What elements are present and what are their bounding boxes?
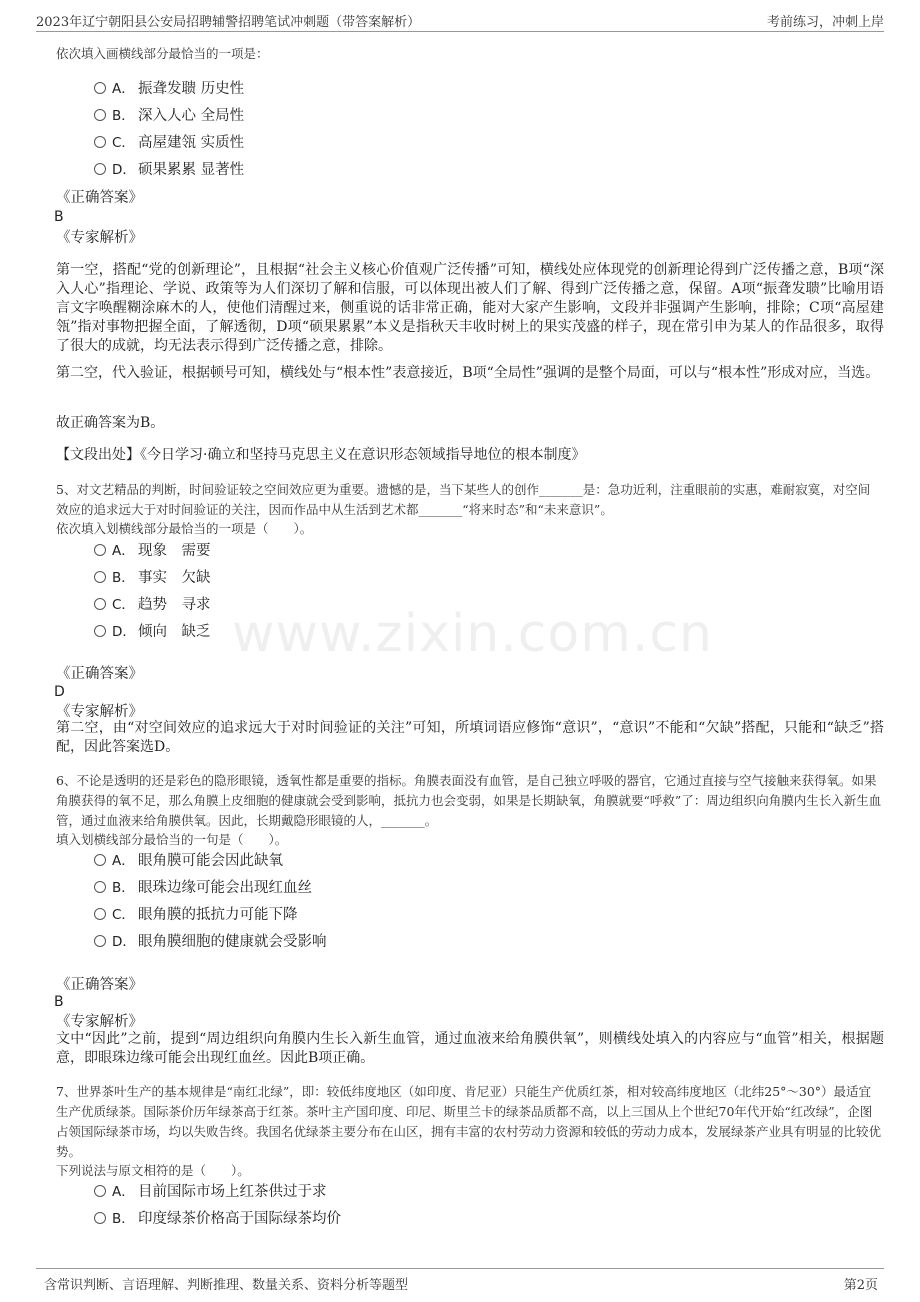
q5-option-d[interactable]: D． 倾向 缺乏	[94, 621, 211, 643]
q6-correct-answer-label: 《正确答案》	[56, 977, 143, 993]
q4-option-c[interactable]: C． 高屋建瓴 实质性	[94, 132, 244, 154]
q7-option-a[interactable]: A． 目前国际市场上红茶供过于求	[94, 1181, 327, 1203]
page-header	[36, 8, 884, 32]
q4-analysis-paragraph-2: 第二空，代入验证，根据顿号可知，横线处与“根本性”表意接近，B项“全局性”强调的是整个局面，可以与“根本性”形成对应，当选。	[56, 365, 880, 381]
radio-icon[interactable]	[94, 544, 106, 556]
footer-topics: 含常识判断、言语理解、判断推理、数量关系、资料分析等题型	[44, 1278, 409, 1293]
q6-option-c[interactable]: C． 眼角膜的抵抗力可能下降	[94, 904, 298, 926]
q4-option-d[interactable]: D． 硕果累累 显著性	[94, 159, 244, 181]
page-number: 第2页	[843, 1278, 878, 1293]
radio-icon[interactable]	[94, 908, 106, 920]
radio-icon[interactable]	[94, 163, 106, 175]
watermark: www.zixin.com.cn	[232, 604, 713, 664]
q7-stem: 7、世界茶叶生产的基本规律是“南红北绿”，即：较低纬度地区（如印度、肯尼亚）只能生产优质红茶，相对较高纬度地区（北纬25°～30°）最适宜生产优质绿茶。国际茶价历年绿茶高于红茶。茶叶主产国印度、印尼、斯里兰卡的绿茶品质都不高，以上三国从上个世纪70年代开始“红改绿”，企图占领国际绿茶市场，均以失败告终。我国名优绿茶主要分布在山区，拥有丰富的农村劳动力资源和较低的劳动力成本，发展绿茶产业具有明显的比较优势。	[56, 1084, 882, 1159]
radio-icon[interactable]	[94, 881, 106, 893]
q4-option-b[interactable]: B． 深入人心 全局性	[94, 105, 244, 127]
q5-option-b[interactable]: B． 事实 欠缺	[94, 567, 211, 589]
document-title: 2023年辽宁朝阳县公安局招聘辅警招聘笔试冲刺题（带答案解析）	[36, 15, 421, 30]
q4-option-a[interactable]: A． 振聋发聩 历史性	[94, 78, 244, 100]
q4-answer: B	[54, 209, 64, 225]
q5-option-a[interactable]: A． 现象 需要	[94, 540, 211, 562]
q5-stem: 5、对文艺精品的判断，时间验证较之空间效应更为重要。遗憾的是，当下某些人的创作_______是：急功近利，注重眼前的实惠，难耐寂寞，对空间效应的追求远大于对时间验证的关注，因而作品中从生活到艺术都_______“将来时态”和“未来意识”。	[56, 482, 871, 517]
q6-option-d[interactable]: D． 眼角膜细胞的健康就会受影响	[94, 931, 327, 953]
radio-icon[interactable]	[94, 136, 106, 148]
q7-prompt: 下列说法与原文相符的是（ ）。	[56, 1163, 250, 1178]
q4-stem-tail: 依次填入画横线部分最恰当的一项是：	[56, 46, 269, 61]
q6-prompt: 填入划横线部分最恰当的一句是（ ）。	[56, 832, 288, 847]
q6-option-b[interactable]: B． 眼珠边缘可能会出现红血丝	[94, 877, 312, 899]
radio-icon[interactable]	[94, 82, 106, 94]
q4-source: 【文段出处】《今日学习·确立和坚持马克思主义在意识形态领域指导地位的根本制度》	[56, 447, 586, 463]
q5-option-c[interactable]: C． 趋势 寻求	[94, 594, 211, 616]
q5-expert-analysis-label: 《专家解析》	[56, 704, 143, 720]
q5-analysis: 第二空，由“对空间效应的追求远大于对时间验证的关注”可知，所填词语应修饰“意识”，“意识”不能和“欠缺”搭配，只能和“缺乏”搭配，因此答案选D。	[56, 720, 884, 755]
radio-icon[interactable]	[94, 935, 106, 947]
q7-option-b[interactable]: B． 印度绿茶价格高于国际绿茶均价	[94, 1208, 341, 1230]
radio-icon[interactable]	[94, 109, 106, 121]
radio-icon[interactable]	[94, 598, 106, 610]
radio-icon[interactable]	[94, 1212, 106, 1224]
q6-expert-analysis-label: 《专家解析》	[56, 1014, 143, 1030]
q5-answer: D	[54, 684, 65, 700]
q4-analysis-conclusion: 故正确答案为B。	[56, 415, 165, 431]
q6-analysis: 文中“因此”之前，提到“周边组织向角膜内生长入新生血管，通过血液来给角膜供氧”，则横线处填入的内容应与“血管”相关，根据题意，即眼珠边缘可能会出现红血丝。因此B项正确。	[56, 1031, 884, 1066]
q5-correct-answer-label: 《正确答案》	[56, 666, 143, 682]
q5-prompt: 依次填入划横线部分最恰当的一项是（ ）。	[56, 521, 313, 536]
q6-stem: 6、不论是透明的还是彩色的隐形眼镜，透氧性都是重要的指标。角膜表面没有血管，是自己独立呼吸的器官，它通过直接与空气接触来获得氧。如果角膜获得的氧不足，那么角膜上皮细胞的健康就会受到影响，抵抗力也会变弱，如果是长期缺氧，角膜就要“呼救”了：周边组织向角膜内生长入新生血管，通过血液来给角膜供氧。因此，长期戴隐形眼镜的人，_______。	[56, 773, 882, 828]
radio-icon[interactable]	[94, 1185, 106, 1197]
radio-icon[interactable]	[94, 625, 106, 637]
q4-correct-answer-label: 《正确答案》	[56, 190, 143, 206]
q6-answer: B	[54, 994, 64, 1010]
q4-expert-analysis-label: 《专家解析》	[56, 230, 143, 246]
page-footer	[36, 1268, 884, 1292]
q6-option-a[interactable]: A． 眼角膜可能会因此缺氧	[94, 850, 283, 872]
radio-icon[interactable]	[94, 571, 106, 583]
radio-icon[interactable]	[94, 854, 106, 866]
header-slogan: 考前练习，冲刺上岸	[766, 15, 884, 30]
q4-analysis-paragraph-1: 第一空，搭配“党的创新理论”，且根据“社会主义核心价值观广泛传播”可知，横线处应体现党的创新理论得到广泛传播之意，B项“深入人心”指理论、学说、政策等为人们深切了解和信服，可以体现出被人们了解、得到广泛传播之意，保留。A项“振聋发聩”比喻用语言文字唤醒糊涂麻木的人，使他们清醒过来，侧重说的话非常正确，能对大家产生影响，文段并非强调产生影响，排除；C项“高屋建瓴”指对事物把握全面，了解透彻，D项“硕果累累”本义是指秋天丰收时树上的果实茂盛的样子，现在常引申为某人的作品很多，取得了很大的成就，均无法表示得到广泛传播之意，排除。	[56, 262, 884, 354]
